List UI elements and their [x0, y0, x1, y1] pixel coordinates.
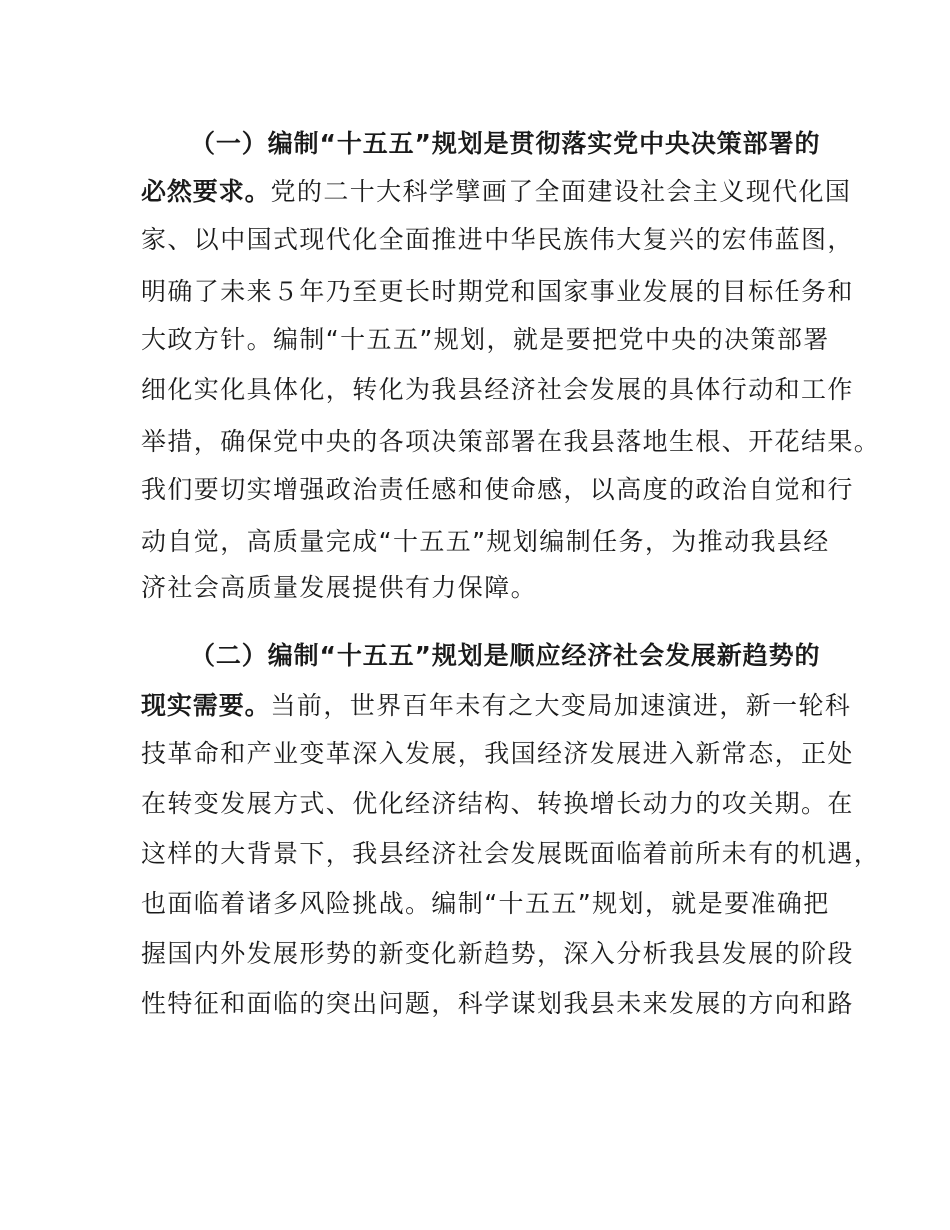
section2-line-7: 握国内外发展形势的新变化新趋势，深入分析我县发展的阶段	[141, 939, 854, 968]
section1-line-2-text: 党的二十大科学擘画了全面建设社会主义现代化国	[270, 177, 852, 206]
section2-heading-end: 现实需要。	[141, 691, 271, 720]
section2-line-5: 这样的大背景下，我县经济社会发展既面临着前所未有的机遇，	[141, 839, 881, 868]
section2-line-8: 性特征和面临的突出问题，科学谋划我县未来发展的方向和路	[141, 989, 854, 1018]
section1-heading: （一）编制“十五五”规划是贯彻落实党中央决策部署的	[190, 129, 821, 158]
section1-line-6: 细化实化具体化，转化为我县经济社会发展的具体行动和工作	[141, 375, 854, 404]
section2-line-2-text: 当前，世界百年未有之大变局加速演进，新一轮科	[270, 691, 852, 720]
section2-line-6: 也面临着诸多风险挑战。编制“十五五”规划，就是要准确把	[141, 889, 830, 918]
section1-line-10: 济社会高质量发展提供有力保障。	[141, 573, 538, 602]
section2-line-3: 技革命和产业变革深入发展，我国经济发展进入新常态，正处	[141, 739, 854, 768]
section2-line-2	[141, 686, 851, 726]
section1-line-5: 大政方针。编制“十五五”规划，就是要把党中央的决策部署	[141, 325, 830, 354]
section1-line-2	[141, 172, 851, 212]
section2-line-4: 在转变发展方式、优化经济结构、转换增长动力的攻关期。在	[141, 789, 854, 818]
section1-heading-end: 必然要求。	[141, 177, 271, 206]
section1-line-9: 动自觉，高质量完成“十五五”规划编制任务，为推动我县经	[141, 527, 830, 556]
section1-line-8: 我们要切实增强政治责任感和使命感，以高度的政治自觉和行	[141, 475, 854, 504]
section1-line-3: 家、以中国式现代化全面推进中华民族伟大复兴的宏伟蓝图，	[141, 225, 854, 254]
section1-line-4: 明确了未来５年乃至更长时期党和国家事业发展的目标任务和	[141, 277, 854, 306]
section1-line-7: 举措，确保党中央的各项决策部署在我县落地生根、开花结果。	[141, 427, 881, 456]
section2-heading: （二）编制“十五五”规划是顺应经济社会发展新趋势的	[190, 641, 821, 670]
